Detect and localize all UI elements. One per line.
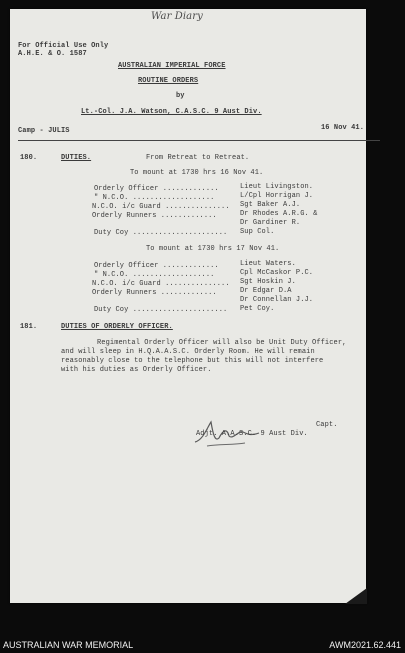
camp-label: Camp - JULIS	[18, 127, 70, 135]
duty-role: N.C.O. i/c Guard ...............	[92, 280, 230, 288]
duty-assignee: Sup Col.	[240, 228, 275, 236]
order-181-body-line: reasonably close to the telephone but this will not interfere	[61, 357, 324, 365]
duty-assignee: Cpl McCaskor P.C.	[240, 269, 314, 277]
order-180-number: 180.	[20, 154, 38, 162]
duty-assignee: Dr Connellan J.J.	[240, 296, 314, 304]
order-180-heading: DUTIES.	[61, 154, 92, 162]
duty-role: Duty Coy ......................	[94, 229, 228, 237]
document-sheet	[10, 9, 366, 603]
duty-assignee: Lieut Waters.	[240, 260, 296, 268]
duty-role: Orderly Officer .............	[94, 262, 219, 270]
order-181-body-line: and will sleep in H.Q.A.A.S.C. Orderly Room. He will remain	[61, 348, 315, 356]
signatory-rank: Capt.	[316, 421, 338, 429]
duty-role: Orderly Officer .............	[94, 185, 219, 193]
order-181-body-line: Regimental Orderly Officer will also be Unit Duty Officer,	[97, 339, 347, 347]
mount-line-2: To mount at 1730 hrs 17 Nov 41.	[146, 245, 280, 253]
duty-assignee: Dr Edgar D.A	[240, 287, 292, 295]
official-use-line: For Official Use Only	[18, 42, 109, 50]
reference-line: A.H.E. & O. 1587	[18, 50, 87, 58]
duty-assignee: Dr Gardiner R.	[240, 219, 301, 227]
signatory-title: Adjt. A.A.S.C. 9 Aust Div.	[196, 430, 308, 438]
duty-role: " N.C.O. ...................	[94, 194, 215, 202]
duty-assignee: Sgt Baker A.J.	[240, 201, 301, 209]
duty-assignee: Sgt Hoskin J.	[240, 278, 296, 286]
author-line: Lt.-Col. J.A. Watson, C.A.S.C. 9 Aust Div.	[81, 108, 262, 116]
duty-assignee: Dr Rhodes A.R.G. &	[240, 210, 318, 218]
footer-institution: AUSTRALIAN WAR MEMORIAL	[3, 640, 134, 650]
header-rule	[18, 140, 380, 141]
order-180-subheading: From Retreat to Retreat.	[146, 154, 250, 162]
order-181-number: 181.	[20, 323, 38, 331]
order-181-heading: DUTIES OF ORDERLY OFFICER.	[61, 323, 173, 331]
duty-role: Orderly Runners .............	[92, 212, 217, 220]
duty-assignee: Lieut Livingston.	[240, 183, 314, 191]
mount-line-1: To mount at 1730 hrs 16 Nov 41.	[130, 169, 264, 177]
duty-assignee: Pet Coy.	[240, 305, 275, 313]
by-line: by	[176, 92, 185, 100]
document-title: ROUTINE ORDERS	[138, 77, 199, 85]
order-date: 16 Nov 41.	[321, 124, 365, 132]
page-corner	[345, 588, 367, 604]
handwritten-note: War Diary	[151, 11, 203, 22]
order-181-body-line: with his duties as Orderly Officer.	[61, 366, 212, 374]
duty-assignee: L/Cpl Horrigan J.	[240, 192, 314, 200]
duty-role: N.C.O. i/c Guard ...............	[92, 203, 230, 211]
force-heading: AUSTRALIAN IMPERIAL FORCE	[118, 62, 226, 70]
footer-accession-number: AWM2021.62.441	[329, 640, 401, 650]
duty-role: Orderly Runners .............	[92, 289, 217, 297]
duty-role: Duty Coy ......................	[94, 306, 228, 314]
duty-role: " N.C.O. ...................	[94, 271, 215, 279]
